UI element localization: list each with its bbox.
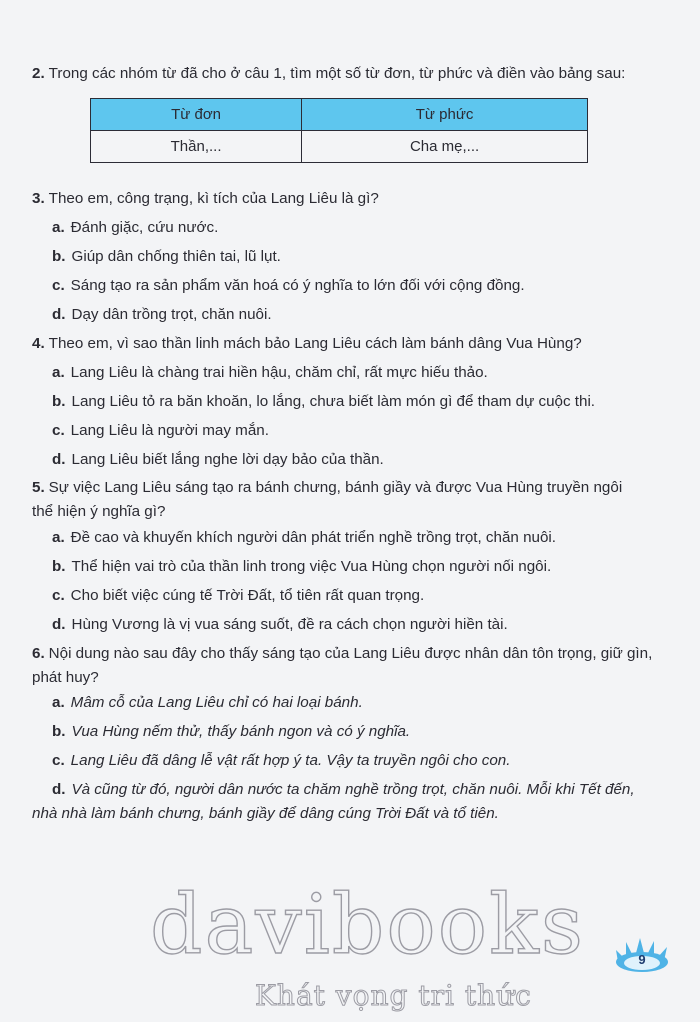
option-c	[52, 584, 662, 608]
header-tu-don: Từ đơn	[91, 99, 302, 131]
option-letter: a.	[52, 219, 65, 236]
option-letter: c.	[52, 277, 65, 294]
option-letter: b.	[52, 248, 66, 265]
question-number: 5.	[32, 479, 45, 496]
cell-tu-don: Thần,...	[91, 131, 302, 163]
option-text: Vua Hùng nếm thử, thấy bánh ngon và có ý nghĩa.	[71, 723, 411, 740]
question-3	[32, 187, 662, 211]
option-letter: b.	[52, 723, 66, 740]
option-text: Cho biết việc cúng tế Trời Đất, tổ tiên rất quan trọng.	[70, 587, 425, 604]
option-text-line2: nhà nhà làm bánh chưng, bánh giầy để dâng cúng Trời Đất và tổ tiên.	[32, 805, 499, 822]
option-text: Giúp dân chống thiên tai, lũ lụt.	[71, 248, 281, 265]
watermark-tagline: Khát vọng tri thức	[255, 979, 532, 1012]
option-letter: a.	[52, 529, 65, 546]
question-text-line2: phát huy?	[32, 669, 99, 686]
option-letter: d.	[52, 616, 66, 633]
option-d	[52, 613, 662, 637]
question-text: Trong các nhóm từ đã cho ở câu 1, tìm một số từ đơn, từ phức và điền vào bảng sau:	[48, 65, 626, 82]
option-text: Mâm cỗ của Lang Liêu chỉ có hai loại bánh.	[70, 694, 363, 711]
option-a	[52, 216, 662, 240]
option-text: Lang Liêu là người may mắn.	[70, 422, 269, 439]
option-b	[52, 555, 662, 579]
option-text: Dạy dân trồng trọt, chăn nuôi.	[71, 306, 272, 323]
option-a	[52, 691, 662, 715]
option-d	[52, 778, 662, 802]
option-d	[52, 448, 662, 472]
page-number: 9	[638, 952, 646, 967]
question-text: Theo em, công trạng, kì tích của Lang Liêu là gì?	[48, 190, 379, 207]
option-text: Lang Liêu biết lắng nghe lời dạy bảo của thần.	[71, 451, 384, 468]
option-letter: b.	[52, 393, 66, 410]
option-text: Đánh giặc, cứu nước.	[70, 219, 219, 236]
option-c	[52, 419, 662, 443]
question-5	[32, 476, 662, 524]
question-6	[32, 642, 662, 690]
header-tu-phuc: Từ phức	[302, 99, 588, 131]
option-text: Đề cao và khuyến khích người dân phát triển nghề trồng trọt, chăn nuôi.	[70, 529, 557, 546]
option-a	[52, 361, 662, 385]
question-text-line1: Sự việc Lang Liêu sáng tạo ra bánh chưng, bánh giầy và được Vua Hùng truyền ngôi	[48, 479, 623, 496]
question-number: 3.	[32, 190, 45, 207]
option-letter: b.	[52, 558, 66, 575]
table-row	[91, 131, 588, 163]
option-letter: c.	[52, 422, 65, 439]
question-text-line2: thể hiện ý nghĩa gì?	[32, 503, 166, 520]
option-letter: c.	[52, 752, 65, 769]
question-4	[32, 332, 662, 356]
option-a	[52, 526, 662, 550]
question-2	[32, 62, 662, 86]
option-text: Sáng tạo ra sản phẩm văn hoá có ý nghĩa to lớn đối với cộng đồng.	[70, 277, 525, 294]
option-c	[52, 749, 662, 773]
cell-tu-phuc: Cha mẹ,...	[302, 131, 588, 163]
option-letter: c.	[52, 587, 65, 604]
option-text: Lang Liêu là chàng trai hiền hậu, chăm chỉ, rất mực hiếu thảo.	[70, 364, 488, 381]
option-letter: a.	[52, 364, 65, 381]
question-number: 4.	[32, 335, 45, 352]
question-number: 2.	[32, 65, 45, 82]
option-b	[52, 245, 662, 269]
question-text: Theo em, vì sao thần linh mách bảo Lang Liêu cách làm bánh dâng Vua Hùng?	[48, 335, 582, 352]
option-text: Thể hiện vai trò của thần linh trong việc Vua Hùng chọn người nối ngôi.	[71, 558, 552, 575]
option-text: Hùng Vương là vị vua sáng suốt, đề ra cách chọn người hiền tài.	[71, 616, 508, 633]
table-header-row	[91, 99, 588, 131]
option-d-continuation	[32, 802, 662, 826]
option-text: Lang Liêu đã dâng lễ vật rất hợp ý ta. Vậy ta truyền ngôi cho con.	[70, 752, 511, 769]
option-letter: d.	[52, 306, 66, 323]
option-letter: a.	[52, 694, 65, 711]
option-letter: d.	[52, 781, 66, 798]
option-b	[52, 720, 662, 744]
option-b	[52, 390, 662, 414]
option-text: Lang Liêu tỏ ra băn khoăn, lo lắng, chưa biết làm món gì để tham dự cuộc thi.	[71, 393, 596, 410]
word-table	[90, 98, 588, 163]
question-number: 6.	[32, 645, 45, 662]
watermark-brand: davibooks	[150, 878, 585, 973]
option-letter: d.	[52, 451, 66, 468]
option-text-line1: Và cũng từ đó, người dân nước ta chăm nghề trồng trọt, chăn nuôi. Mỗi khi Tết đến,	[71, 781, 635, 798]
option-d	[52, 303, 662, 327]
question-text-line1: Nội dung nào sau đây cho thấy sáng tạo của Lang Liêu được nhân dân tôn trọng, giữ gìn,	[48, 645, 653, 662]
option-c	[52, 274, 662, 298]
